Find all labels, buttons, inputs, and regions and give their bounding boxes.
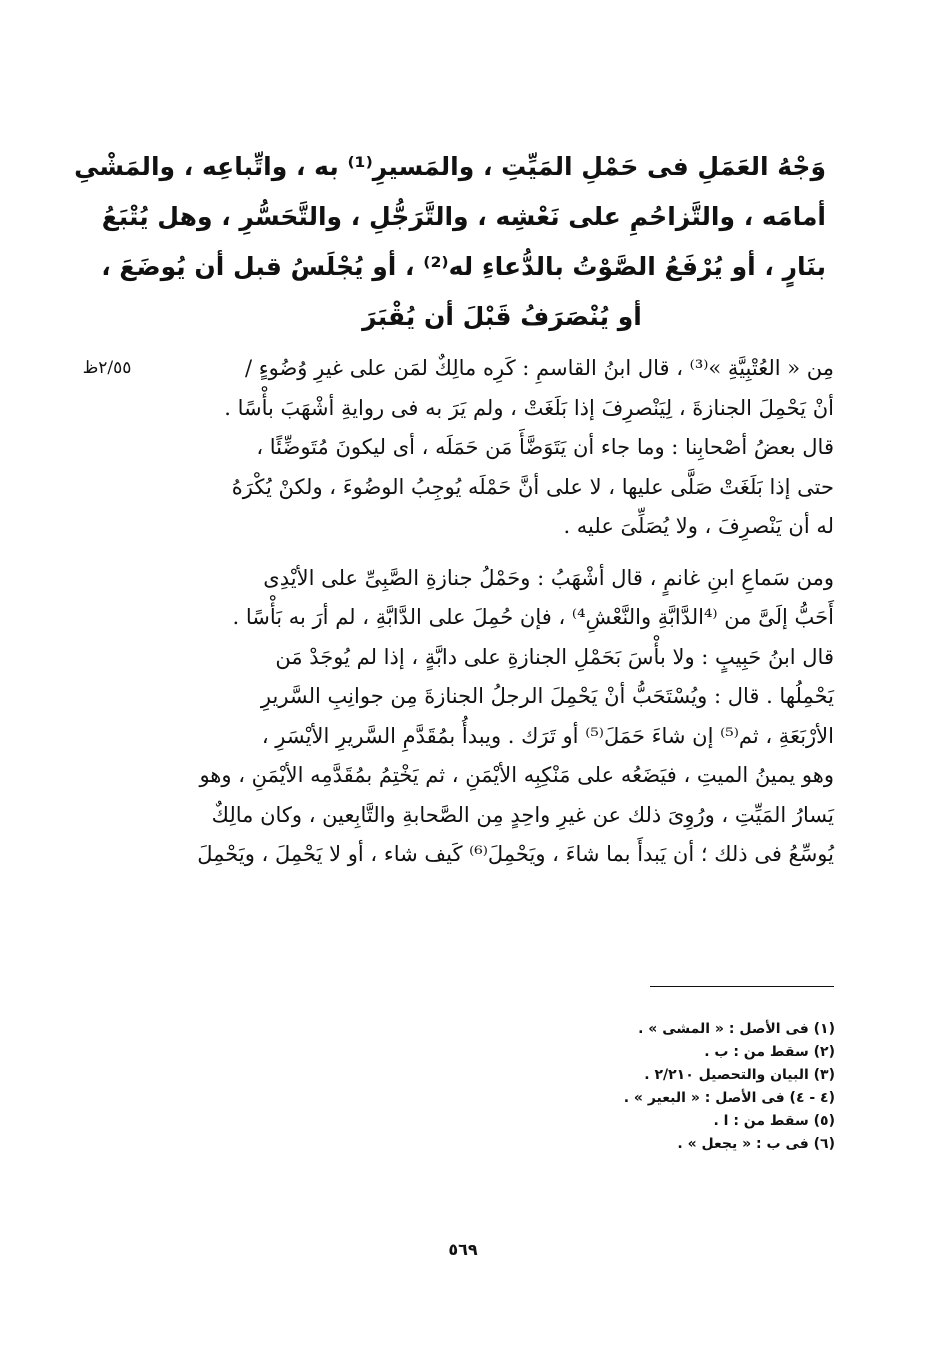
footnote: (٤ - ٤) فى الأصل : « البعير » .: [623, 1090, 835, 1106]
body-text: [162, 349, 834, 875]
page-number: ٥٦٩: [448, 1240, 478, 1259]
text-line: يُوسِّعُ فى ذلك ؛ أن يَبدأَ بما شاءَ ، ويَحْمِلَ⁽⁶⁾ كَيف شاء ، أو لا يَحْمِلَ ، ويَحْمِلَ: [197, 842, 834, 866]
chapter-heading: [74, 142, 826, 342]
footnote-separator: [650, 986, 834, 987]
heading-line: أمامَه ، والتَّزاحُمِ على نَعْشِه ، والتَّرَجُّلِ ، والتَّحَسُّرِ ، وهل يُتْبَعُ: [101, 202, 826, 231]
text-line: قال ابنُ حَبِيبٍ : ولا بأْسَ بَحَمْلِ الجنازةِ على دابَّةٍ ، إذا لم يُوجَدْ مَن: [275, 644, 834, 669]
text-line: ومن سَماعِ ابنِ غانمٍ ، قال أشْهَبُ : وحَمْلُ جنازةِ الصَّبِىِّ على الأيْدِى: [263, 565, 834, 590]
footnote: (٣) البيان والتحصيل ٢/٢١٠ .: [644, 1067, 835, 1083]
text-line: له أن يَنْصرِفَ ، ولا يُصَلِّىَ عليه .: [563, 514, 834, 538]
paragraph-gap: [162, 547, 834, 559]
footnote: (٦) فى ب : « يجعل » .: [677, 1136, 835, 1152]
text-line: حتى إذا بَلَغَتْ صَلَّى عليها ، لا على أنَّ حَمْلَه يُوجِبُ الوضُوءَ ، ولكنْ يُكْرَهُ: [231, 474, 834, 499]
text-line: مِن « العُتْبِيَّةِ »⁽³⁾ ، قال ابنُ القاسمِ : كَرِه مالِكٌ لمَن على غيرِ وُضُوءٍ /: [245, 356, 834, 380]
footnote: (٢) سقط من : ب .: [704, 1044, 835, 1060]
margin-folio-note: ٢/٥٥ظ: [82, 358, 132, 378]
text-line: أَحَبُّ إلَىَّ من ⁽⁴الدَّابَّةِ والنَّعْشِ⁴⁾ ، فإن حُمِلَ على الدَّابَّةِ ، لم أرَ به بَأْسًا .: [232, 605, 834, 629]
footnotes: [500, 1018, 835, 1156]
text-line: قال بعضُ أصْحابِنا : وما جاء أن يَتَوَضَّأَ مَن حَمَلَه ، أى ليكونَ مُتَوضِّئًا ،: [256, 435, 834, 459]
text-line: يَسارُ المَيِّتِ ، ورُوِىَ ذلك عن غيرِ واحِدٍ مِن الصَّحابةِ والتَّابِعين ، وكان مالِكٌ: [211, 802, 834, 827]
text-line: وهو يمينُ الميتِ ، فيَضَعُه على مَنْكِبِه الأيْمَنِ ، ثم يَخْتِمُ بمُقَدَّمِه الأيْمَنِ ، وهو: [199, 763, 834, 787]
text-line: يَحْمِلُها . قال : ويُسْتَحَبُّ أنْ يَحْمِلَ الرجلُ الجنازةَ مِن جوانِبِ السَّريرِ: [260, 684, 834, 708]
footnote: (١) فى الأصل : « المشى » .: [638, 1021, 835, 1037]
heading-line: بنَارٍ ، أو يُرْفَعُ الصَّوْتُ بالدُّعاءِ له⁽²⁾ ، أو يُجْلَسُ قبل أن يُوضَعَ ،: [101, 252, 826, 281]
footnote: (٥) سقط من : ا .: [713, 1113, 835, 1129]
text-line: الأرْبَعَةِ ، ثم⁽⁵⁾ إن شاءَ حَمَلَ⁽⁵⁾ أو تَرَك . ويبدأُ بمُقَدَّمِ السَّريرِ الأيْسَرِ ،: [261, 723, 834, 748]
heading-line: وَجْهُ العَمَلِ فى حَمْلِ المَيِّتِ ، والمَسيرِ⁽¹⁾ به ، واتِّباعِه ، والمَشْىِ: [74, 152, 826, 181]
text-line: أنْ يَحْمِلَ الجنازةَ ، لِيَنْصرِفَ إذا بَلَغَتْ ، ولم يَرَ به فى روايةِ أشْهَبَ بأْسًا .: [224, 395, 834, 420]
heading-line: أو يُنْصَرَفُ قَبْلَ أن يُقْبَرَ: [362, 302, 642, 331]
